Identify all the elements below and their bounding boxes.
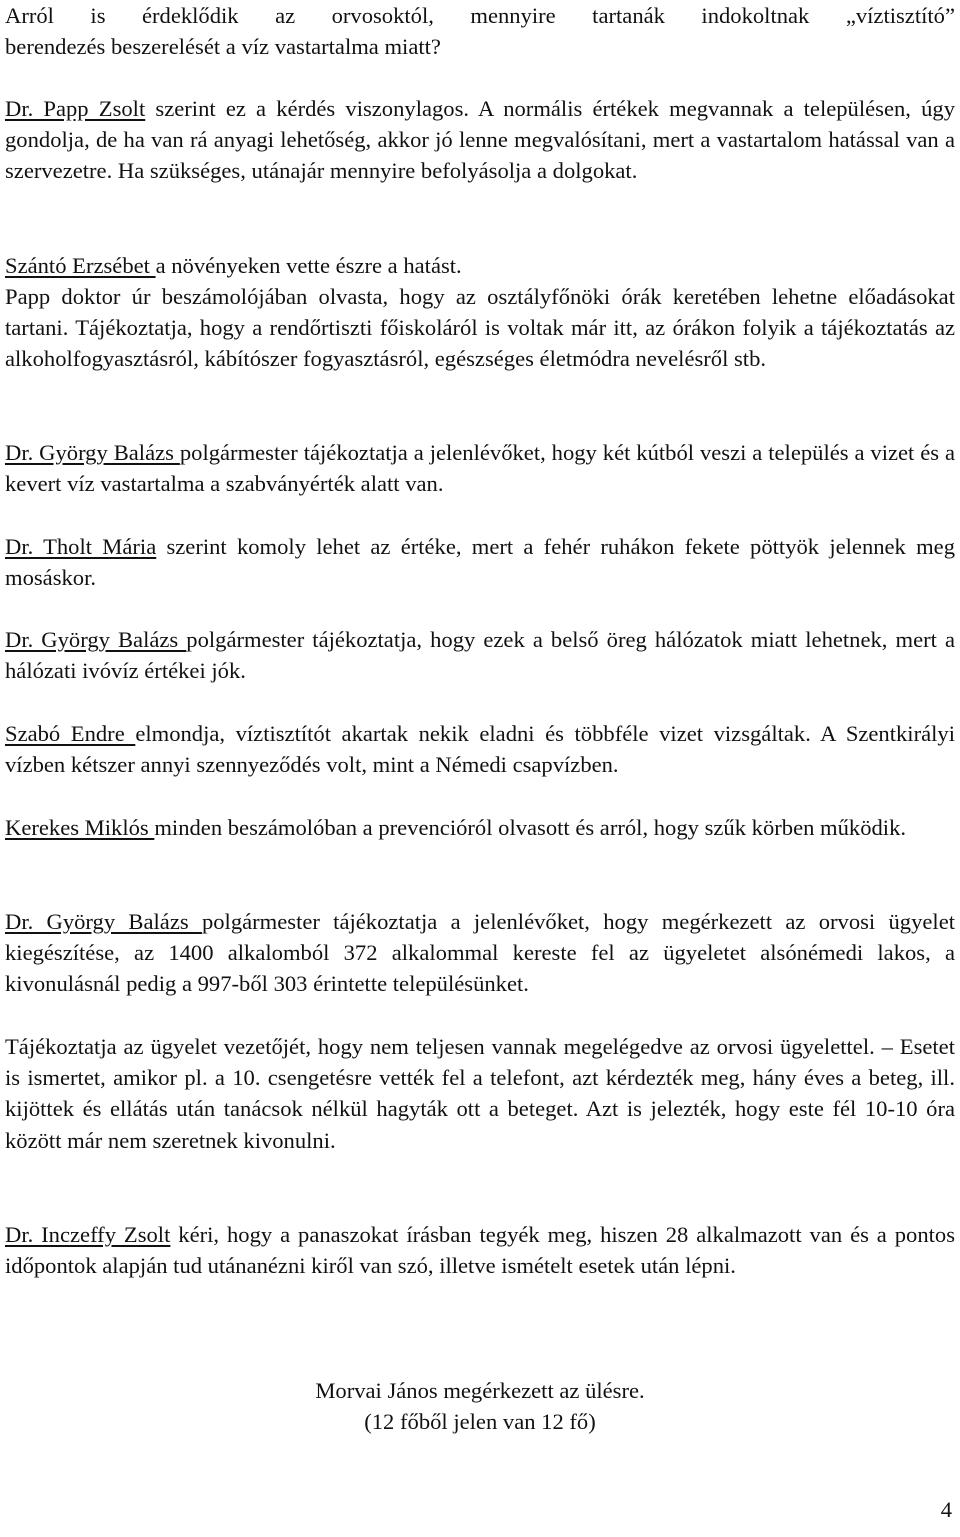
paragraph-text: kéri, hogy a panaszokat írásban tegyék meg, hiszen 28 alkalmazott van és a pontos időpontok alapján tud utánanézni kiről van szó, illetve ismételt esetek után lépni. xyxy=(5,1222,956,1279)
speaker-name: Szántó Erzsébet xyxy=(5,253,156,278)
closing-line-2: (12 főből jelen van 12 fő) xyxy=(364,1409,596,1435)
paragraph-text: polgármester tájékoztatja a jelenlévőket, hogy megérkezett az orvosi ügyelet kiegészítése, az 1400 alkalomból 372 alkalommal kereste fel az ügyeletet alsónémedi lakos, a kivonulásnál pedig a 997-ből 303 érintette településünket. xyxy=(5,909,955,997)
speaker-name: Dr. György Balázs xyxy=(5,627,187,652)
paragraph-question xyxy=(5,0,955,62)
paragraph-text: elmondja, víztisztítót akartak nekik eladni és többféle vizet vizsgáltak. A Szentkirályi vízben kétszer annyi szennyeződés volt, mint a Némedi csapvízben. xyxy=(5,721,955,778)
speaker-name: Dr. Tholt Mária xyxy=(5,534,157,559)
speaker-name: Szabó Endre xyxy=(5,721,136,746)
paragraph-text: polgármester tájékoztatja, hogy ezek a belső öreg hálózatok miatt lehetnek, mert a hálózati ivóvíz értékei jók. xyxy=(5,627,955,684)
paragraph-gyorgy-balazs-1 xyxy=(5,437,955,499)
paragraph-text: szerint ez a kérdés viszonylagos. A normális értékek megvannak a településen, úgy gondolja, de ha van rá anyagi lehetőség, akkor jó lenne megvalósítani, mert a vastartalom hatással van a szervezetre. Ha szükséges, utánajár mennyire befolyásolja a dolgokat. xyxy=(5,96,955,184)
speaker-name: Dr. György Balázs xyxy=(5,909,202,934)
paragraph-text: szerint komoly lehet az értéke, mert a fehér ruhákon fekete pöttyök jelennek meg mosáskor. xyxy=(5,534,956,591)
paragraph-question-line-1: Arról is érdeklődik az orvosoktól, mennyire tartanák indokoltnak „víztisztító” xyxy=(5,3,955,28)
closing-line-1: Morvai János megérkezett az ülésre. xyxy=(315,1378,645,1403)
paragraph-szabo-endre xyxy=(5,718,955,780)
speaker-name: Kerekes Miklós xyxy=(5,815,155,840)
paragraph-papp-zsolt xyxy=(5,93,955,187)
speaker-name: Dr. Papp Zsolt xyxy=(5,96,146,121)
speaker-name: Dr. György Balázs xyxy=(5,440,180,465)
paragraph-ugyelet xyxy=(5,1031,955,1156)
paragraph-inczeffy-zsolt xyxy=(5,1219,955,1281)
paragraph-text: Tájékoztatja az ügyelet vezetőjét, hogy nem teljesen vannak megelégedve az orvosi ügyelettel. – Esetet is ismertet, amikor pl. a 10. csengetésre vették fel a telefont, azt kérdezték meg, hány éves a beteg, ill. kijöttek és ellátás után tanácsok nélkül hagyták ott a beteget. Azt is jelezték, hogy este fél 10-10 óra között már nem szeretnek kivonulni. xyxy=(5,1034,955,1153)
paragraph-text: Papp doktor úr beszámolójában olvasta, hogy az osztályfőnöki órák keretében lehetne előadásokat tartani. Tájékoztatja, hogy a rendőrtiszti főiskoláról is voltak már itt, az órákon folyik a tájékoztatás az alkoholfogyasztásról, kábítószer fogyasztásról, egészséges életmódra nevelésről stb. xyxy=(5,284,955,372)
paragraph-szanto-erzsebet xyxy=(5,250,955,281)
paragraph-question-line-2: berendezés beszerelését a víz vastartalma miatt? xyxy=(5,34,441,60)
paragraph-gyorgy-balazs-2 xyxy=(5,624,955,686)
paragraph-papp-doktor xyxy=(5,281,955,375)
closing-note xyxy=(0,1375,960,1437)
speaker-name: Dr. Inczeffy Zsolt xyxy=(5,1222,171,1247)
paragraph-text: minden beszámolóban a prevencióról olvasott és arról, hogy szűk körben működik. xyxy=(154,815,907,840)
paragraph-text: polgármester tájékoztatja a jelenlévőket, hogy két kútból veszi a település a vizet és a kevert víz vastartalma a szabványérték alatt van. xyxy=(5,440,955,497)
page-number: 4 xyxy=(940,1497,952,1522)
paragraph-gyorgy-balazs-3 xyxy=(5,906,955,1000)
paragraph-tholt-maria xyxy=(5,531,955,593)
paragraph-text: a növényeken vette észre a hatást. xyxy=(155,253,462,278)
paragraph-kerekes-miklos xyxy=(5,812,955,843)
